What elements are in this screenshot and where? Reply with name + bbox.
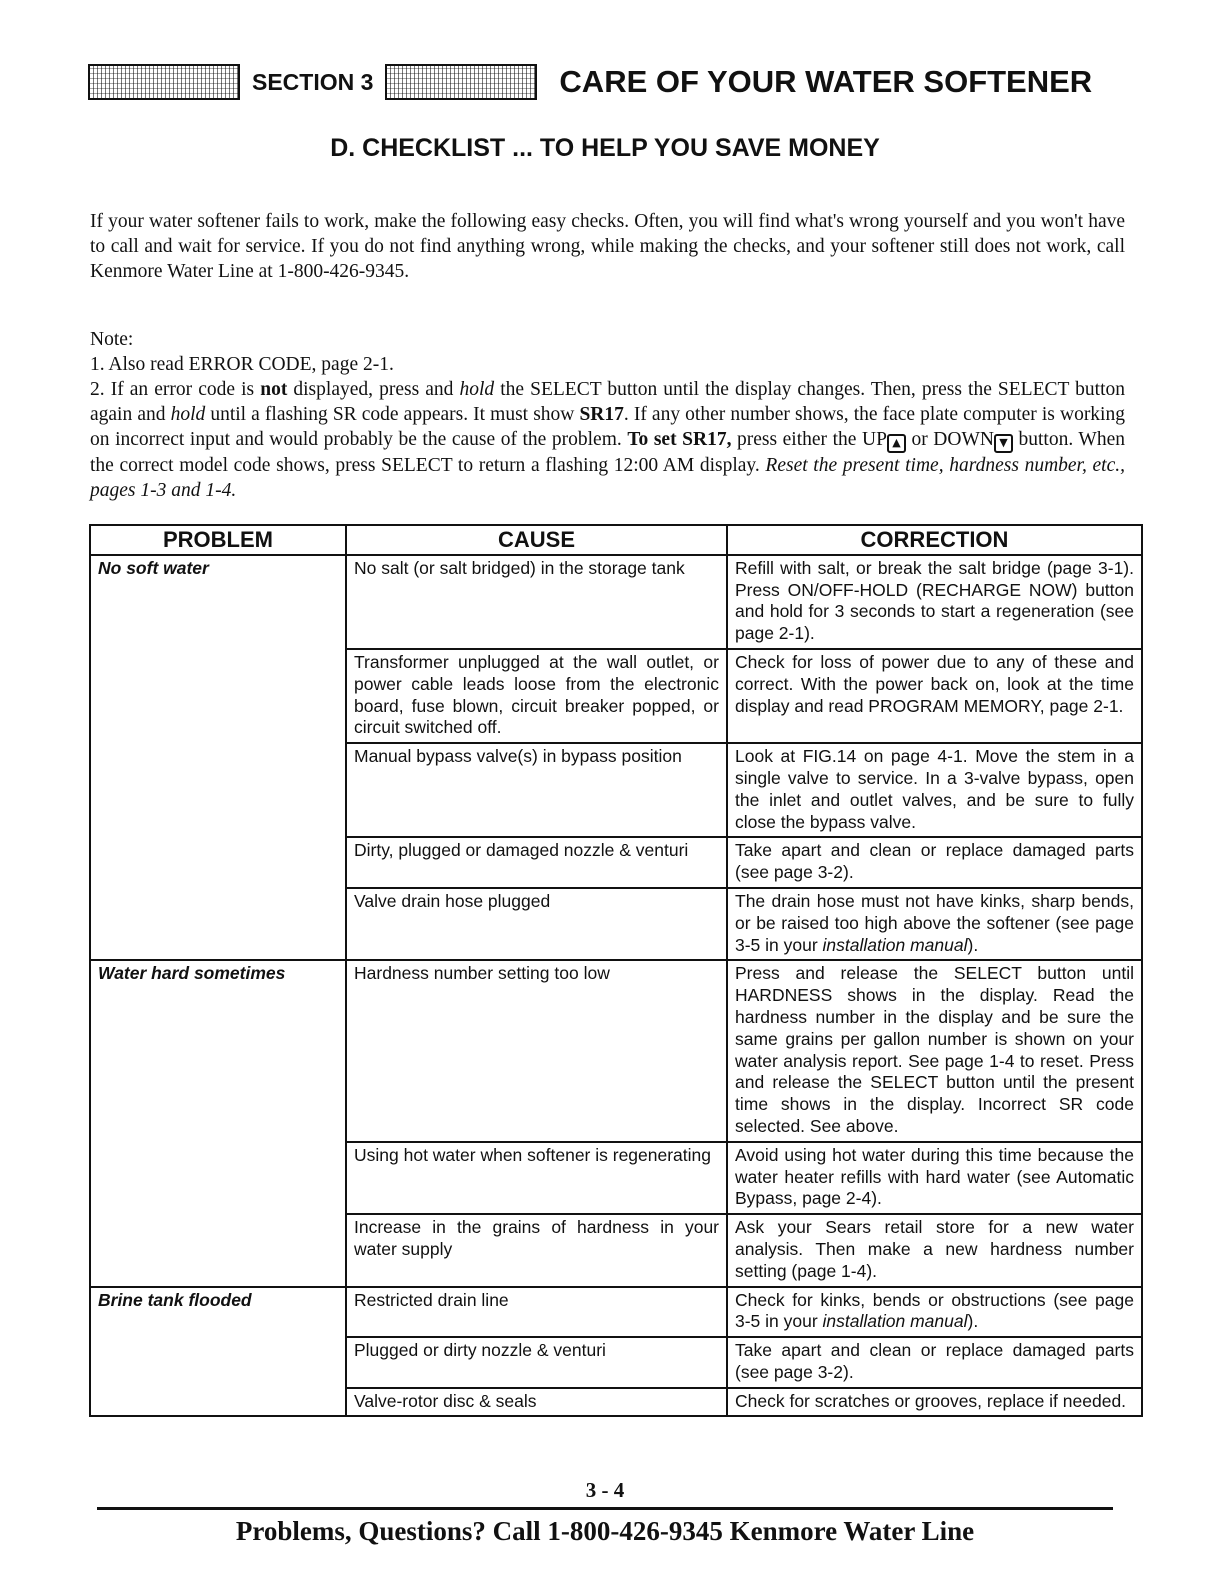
t: Reset the present time, hardness number, etc., pages 1-3 and 1-4. <box>90 455 1125 501</box>
correction-text: Check for loss of power due to any of these and correct. With the power back on, look at the time display and read PROGRAM MEMORY, page 2-1. <box>735 651 1134 716</box>
t: not <box>260 379 288 400</box>
hatch-decoration <box>385 64 537 100</box>
correction-text: Refill with salt, or break the salt bridge (page 3-1). Press ON/OFF-HOLD (RECHARGE NOW) button and hold for 3 seconds to start a regeneration (see page 2-1). <box>735 557 1134 644</box>
correction-cell <box>727 555 1142 649</box>
correction-cell <box>727 960 1142 1141</box>
t: the SELECT button until the display changes. Then, press the SELECT button again and <box>90 379 1125 425</box>
footer: Problems, Questions? Call 1-800-426-9345 Kenmore Water Line <box>235 1516 975 1546</box>
t: or DOWN <box>905 429 994 450</box>
correction-cell <box>727 1142 1142 1214</box>
t: displayed, press and <box>287 379 460 400</box>
note-item-2 <box>90 377 1125 503</box>
t: . If any other number shows, the face plate computer is working on incorrect input and would probably be the cause of the problem. <box>90 404 1125 450</box>
cause-cell: Valve-rotor disc & seals <box>346 1388 727 1417</box>
cause-cell: Transformer unplugged at the wall outlet, or power cable leads loose from the electronic board, fuse blown, circuit breaker popped, or circuit switched off. <box>346 649 727 743</box>
up-arrow-icon: ▲ <box>887 434 906 453</box>
cause-cell: Dirty, plugged or damaged nozzle & venturi <box>346 837 727 888</box>
correction-text: Look at FIG.14 on page 4-1. Move the stem in a single valve to service. In a 3-valve bypass, open the inlet and outlet valves, and be sure to fully close the bypass valve. <box>735 746 1134 832</box>
t: hold <box>170 404 206 425</box>
note-item-1: 1. Also read ERROR CODE, page 2-1. <box>90 354 394 375</box>
correction-text: Check for scratches or grooves, replace if needed. <box>735 1390 1127 1411</box>
correction-text: The drain hose must not have kinks, sharp bends, or be raised too high above the softener (see page 3-5 in your <box>735 890 1134 955</box>
header-problem: PROBLEM <box>90 525 346 555</box>
header-correction: CORRECTION <box>727 525 1142 555</box>
page-title: CARE OF YOUR WATER SOFTENER <box>559 64 1093 99</box>
correction-text: Take apart and clean or replace damaged parts (see page 3-2). <box>735 1340 1134 1382</box>
cause-cell: No salt (or salt bridged) in the storage tank <box>346 555 727 649</box>
cause-cell: Plugged or dirty nozzle & venturi <box>346 1337 727 1388</box>
section-label: SECTION 3 <box>252 68 374 95</box>
t: button. When the correct model code shows, press SELECT to return a flashing 12:00 AM display. <box>90 429 1125 476</box>
cause-cell: Manual bypass valve(s) in bypass position <box>346 743 727 837</box>
divider <box>97 1507 1113 1510</box>
correction-text: ). <box>967 1311 979 1332</box>
correction-text: installation manual <box>822 934 968 955</box>
correction-cell <box>727 1337 1142 1388</box>
t: until a flashing SR code appears. It must show <box>205 404 580 425</box>
intro-paragraph: If your water softener fails to work, make the following easy checks. Often, you will find what's wrong yourself and you won't have to call and wait for service. If you do not find anything wrong, while making the checks, and your softener still does not work, call Kenmore Water Line at 1-800-426-9345. <box>90 211 1125 282</box>
t: press either the UP <box>731 429 887 450</box>
note-label: Note: <box>90 329 134 350</box>
problem-cell: Water hard sometimes <box>90 960 346 1286</box>
header-cause: CAUSE <box>346 525 727 555</box>
correction-text: Ask your Sears retail store for a new water analysis. Then make a new hardness number setting (page 1-4). <box>735 1217 1134 1281</box>
correction-cell <box>727 743 1142 837</box>
correction-cell <box>727 649 1142 743</box>
problem-cell: Brine tank flooded <box>90 1287 346 1417</box>
cause-cell: Hardness number setting too low <box>346 960 727 1141</box>
correction-text: installation manual <box>822 1311 968 1332</box>
cause-cell: Valve drain hose plugged <box>346 888 727 960</box>
checklist-table <box>89 524 1143 1417</box>
hatch-decoration <box>88 64 240 100</box>
correction-text: ). <box>967 934 979 955</box>
correction-cell <box>727 1214 1142 1286</box>
t: hold <box>459 379 495 400</box>
t: 2. If an error code is <box>90 379 261 400</box>
correction-cell <box>727 837 1142 888</box>
table-row <box>90 960 1142 1141</box>
down-arrow-icon: ▼ <box>994 434 1013 453</box>
cause-cell: Increase in the grains of hardness in your water supply <box>346 1214 727 1286</box>
correction-text: Take apart and clean or replace damaged parts (see page 3-2). <box>735 840 1134 883</box>
section-header <box>88 60 1128 104</box>
correction-cell <box>727 1388 1142 1417</box>
correction-text: Avoid using hot water during this time because the water heater refills with hard water (see Automatic Bypass, page 2-4). <box>735 1144 1134 1209</box>
table-row <box>90 555 1142 649</box>
problem-cell: No soft water <box>90 555 346 961</box>
cause-cell: Using hot water when softener is regenerating <box>346 1142 727 1214</box>
correction-text: Check for kinks, bends or obstructions (see page 3-5 in your <box>735 1289 1134 1332</box>
table-row <box>90 1287 1142 1338</box>
correction-cell <box>727 888 1142 960</box>
t: To set SR17, <box>627 429 732 450</box>
page-number: 3 - 4 <box>585 1478 625 1502</box>
correction-cell <box>727 1287 1142 1338</box>
correction-text: Press and release the SELECT button until HARDNESS shows in the display. Read the hardness number in the display and be sure the same grains per gallon number is shown on your water analysis report. See page 1-4 to reset. Press and release the SELECT button until the present time shows in the display. Incorrect SR code selected. See above. <box>735 963 1134 1136</box>
cause-cell: Restricted drain line <box>346 1287 727 1338</box>
t: SR17 <box>579 404 624 425</box>
subtitle: D. CHECKLIST ... TO HELP YOU SAVE MONEY <box>330 134 880 162</box>
